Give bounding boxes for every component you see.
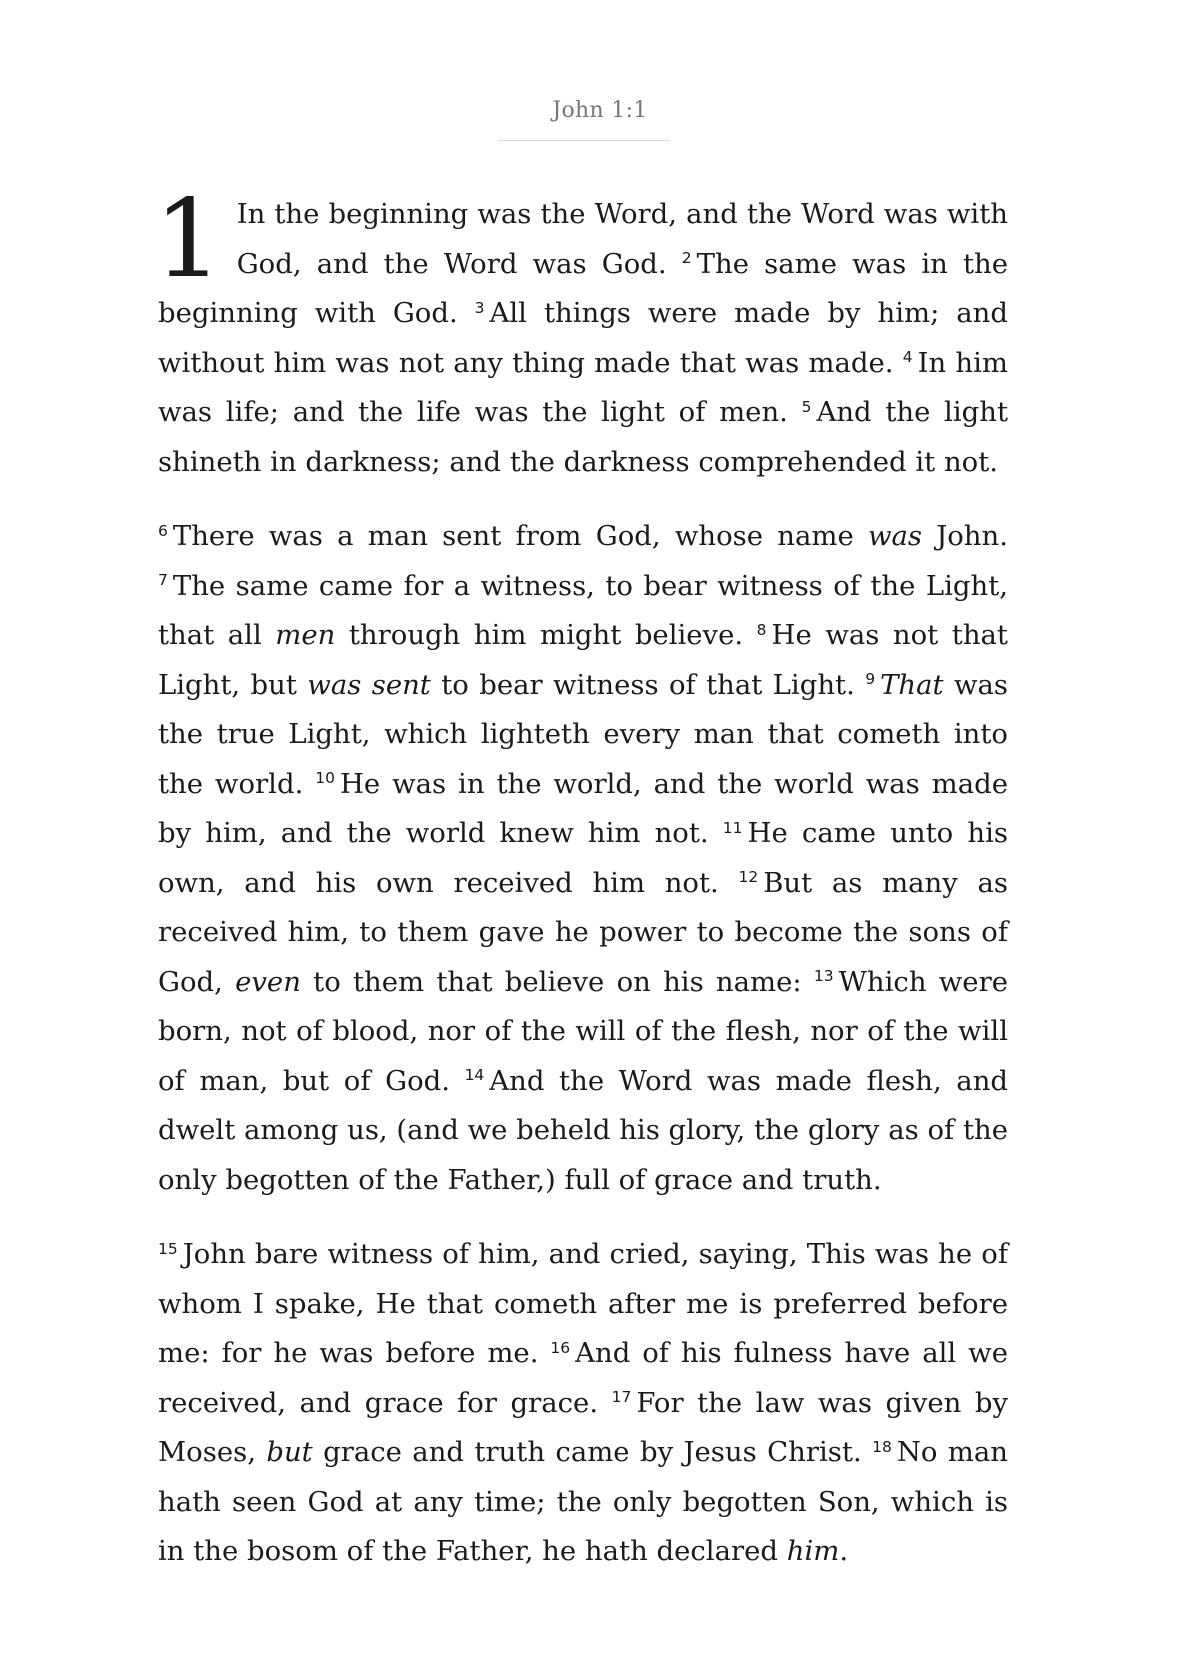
verse-number: 10 [315, 769, 335, 788]
verse-text: For the law was given by Moses, [158, 1386, 1009, 1468]
verse-text: There was a man sent from God, whose name [172, 520, 868, 552]
verse-text: to bear witness of that Light. [430, 668, 866, 701]
verse[interactable] [158, 520, 1008, 552]
header-divider [498, 140, 670, 141]
verse-text: He came unto his own, and his own received him not. [158, 817, 1008, 899]
page-header [0, 98, 1200, 123]
verse-number: 3 [474, 298, 485, 317]
chapter-reference[interactable]: John 1:1 [552, 98, 648, 123]
verse-text: He was in the world, and the world was made by him, and the world knew him not. [158, 767, 1009, 849]
verse-text-italic: was sent [307, 668, 431, 701]
verse-text: In the beginning was the Word, and the Word was with God, and the Word was God. [236, 198, 1008, 280]
verse-number: 15 [158, 1239, 178, 1258]
verse-text: He was not that Light, but [158, 619, 1008, 701]
verse-number: 12 [738, 868, 759, 887]
verse-number: 4 [902, 348, 913, 367]
verse-text: The same was in the beginning with God. [158, 247, 1009, 329]
verse-text: was the true Light, which lighteth every man that cometh into the world. [158, 668, 1009, 800]
verse-number: 2 [681, 249, 692, 268]
verse-text: And of his fulness have all we received, and grace for grace. [158, 1337, 1008, 1419]
verse-text: John. [922, 520, 1008, 552]
verse-number: 14 [464, 1066, 485, 1085]
chapter-drop-cap: 1 [154, 177, 223, 302]
verse-number: 11 [722, 818, 743, 837]
verse-number: 5 [801, 397, 812, 416]
verse-number: 18 [872, 1437, 892, 1456]
verse-text-italic: was [867, 520, 922, 552]
verse-text-italic: him [786, 1535, 840, 1567]
verse-text: John bare witness of him, and cried, saying, This was he of whom I spake, He that cometh after me is preferred before me: for he was before me. [158, 1238, 1008, 1369]
paragraph [158, 512, 1008, 1205]
verse-number: 17 [611, 1388, 632, 1407]
verse-text: But as many as received him, to them gave he power to become the sons of God, [158, 866, 1008, 998]
verse-text: grace and truth came by Jesus Christ. [312, 1436, 873, 1468]
verse-number: 6 [158, 521, 168, 540]
verse-number: 8 [756, 620, 767, 639]
verse-text: to them that believe on his name: [300, 965, 814, 998]
verse-text: In him was life; and the life was the light of men. [158, 346, 1008, 428]
verse-number: 13 [813, 967, 834, 986]
verse-number: 7 [158, 571, 168, 590]
paragraph [154, 177, 1009, 487]
verse-text: through him might believe. [335, 619, 757, 651]
verse-text-italic: but [266, 1436, 313, 1468]
verse-text-italic: even [235, 965, 301, 998]
verse-text: All things were made by him; and without him was not any thing made that was made. [158, 297, 1008, 379]
verse-text: And the Word was made flesh, and dwelt among us, (and we beheld his glory, the glory as of the only begotten of the Father,) full of grace and truth. [158, 1064, 1009, 1196]
verse-text-italic: men [275, 619, 336, 651]
verse-text: No man hath seen God at any time; the only begotten Son, which is in the bosom of the Father, he hath declared [158, 1436, 1008, 1567]
paragraph [158, 1230, 1008, 1577]
verse-number: 9 [865, 670, 876, 689]
verse-number: 16 [550, 1338, 571, 1357]
verse-text: And the light shineth in darkness; and the darkness comprehended it not. [158, 396, 1008, 478]
scripture-text [154, 177, 1009, 1602]
verse-text: The same came for a witness, to bear witness of the Light, that all [158, 569, 1008, 651]
verse-text: Which were born, not of blood, nor of the will of the flesh, nor of the will of man, but of God. [158, 965, 1008, 1097]
verse-text-italic: That [880, 668, 944, 701]
verse-text: . [839, 1535, 849, 1567]
